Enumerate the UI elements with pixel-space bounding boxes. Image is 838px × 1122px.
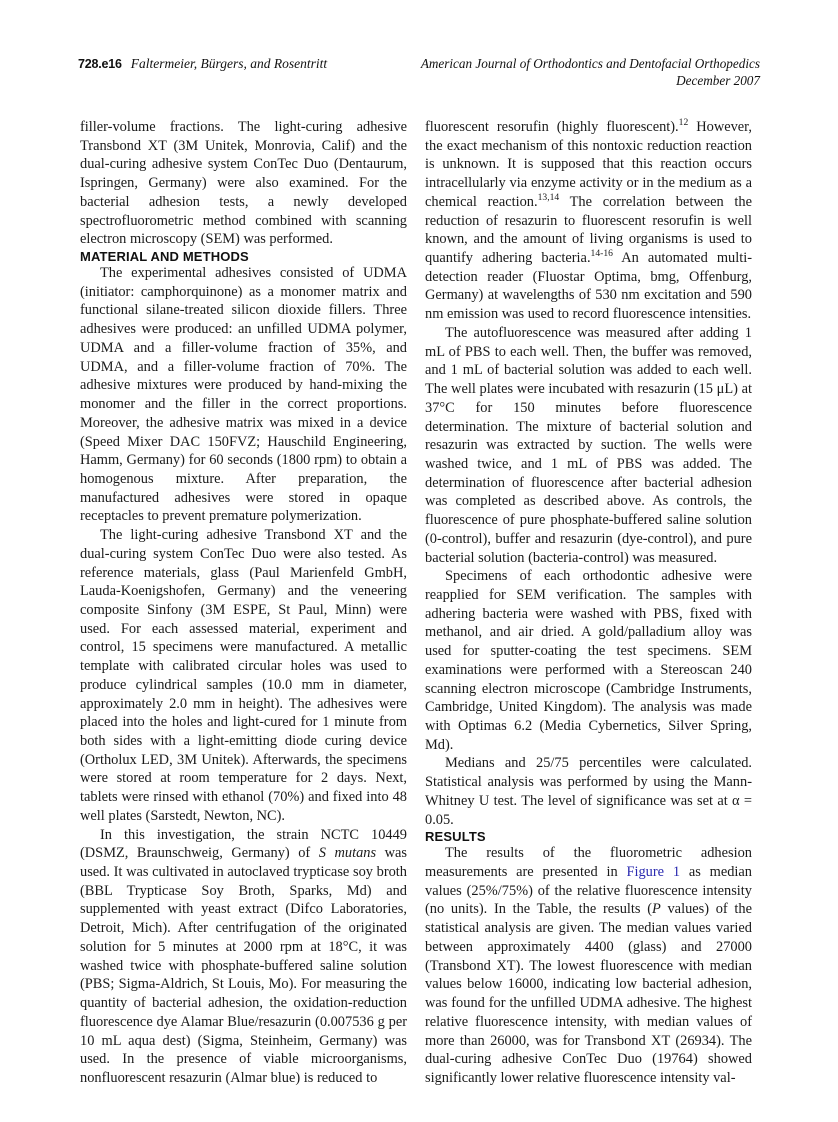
paragraph-sem-verification: Specimens of each orthodontic adhesive were reapplied for SEM verification. The samples with adhering bacteria were washed with PBS, fixed with methanol, and air dried. A gold/palladium alloy was used for sputter-coating the test specimens. SEM examinations were performed with a Stereoscan 240 scanning electron microscope (Cambridge Instruments, Cambridge, United Kingdom). The analysis was made with Optimas 6.2 (Media Cybernetics, Silver Spring, Md). (425, 568, 752, 753)
results-text-3: values) of the statistical analysis are given. The median values varied between approximately 4400 (glass) and 27000 (Transbond XT). The lowest fluorescence with median values below 16000, indicating low bacterial adhesion, was found for the unfilled UDMA adhesive. The highest relative fluorescence intensity, with median values of more than 26000, was for Transbond XT (26934). The dual-curing adhesive ConTec Duo (19764) showed significantly lower relative fluorescence intensity val- (425, 901, 752, 1086)
running-head-right (421, 55, 760, 89)
paragraph-adhesives-preparation: The experimental adhesives consisted of UDMA (initiator: camphorquinone) as a monomer matrix and functional silane-treated silicon dioxide fillers. Three adhesives were produced: an unfilled UDMA polymer, UDMA and a filler-volume fraction of 35%, and UDMA, and a filler-volume fraction of 70%. The adhesive mixtures were produced by hand-mixing the monomer and the filler in the correct proportions. Moreover, the adhesive matrix was mixed in a device (Speed Mixer DAC 150FVZ; Hauschild Engineering, Hamm, Germany) for 60 seconds (1800 rpm) to obtain a homogenous mixture. After preparation, the manufactured adhesives were stored in opaque receptacles to prevent premature polymerization. (80, 265, 407, 525)
bacterial-strain-part2: was used. It was cultivated in autoclaved trypticase soy broth (BBL Trypticase Soy Broth, Sparks, Md) and supplemented with yeast extract (Difco Laboratories, Detroit, Mich). After centrifugation of the originated solution for 5 minutes at 2000 rpm at 18°C, it was washed twice with phosphate-buffered saline solution (PBS; Sigma-Aldrich, St Louis, Mo). For measuring the quantity of bacterial adhesion, the oxidation-reduction fluorescence dye Alamar Blue/resazurin (0.007536 g per 10 mL aqua dest) (Sigma, Steinheim, Germany) was used. In the presence of viable microorganisms, nonfluorescent resazurin (Almar blue) is reduced to (80, 845, 407, 1086)
paragraph-intro-continuation: filler-volume fractions. The light-curing adhesive Transbond XT (3M Unitek, Monrovia, Calif) and the dual-curing adhesive system ConTec Duo (Dentaurum, Ispringen, Germany) were also examined. For the bacterial adhesion tests, a newly developed spectrofluorometric method combined with scanning electron microscopy (SEM) was performed. (80, 119, 407, 248)
paragraph-bacterial-strain (80, 826, 407, 1088)
column-left (80, 118, 407, 1086)
resazurin-text-1: fluorescent resorufin (highly fluorescent). (425, 119, 679, 135)
paragraph-statistics: Medians and 25/75 percentiles were calculated. Statistical analysis was performed by using the Mann-Whitney U test. The level of significance was set at α = 0.05. (425, 755, 752, 828)
column-right (425, 117, 752, 1086)
paragraph-autofluorescence-protocol: The autofluorescence was measured after adding 1 mL of PBS to each well. Then, the buffer was removed, and 1 mL of bacterial solution was added to each well. The well plates were incubated with resazurin (15 μL) at 37°C for 150 minutes before fluorescence determination. The mixture of bacterial solution and resazurin was extracted by suction. The wells were washed twice, and 1 mL of PBS was added. The determination of fluorescence after bacterial adhesion was completed as described above. As controls, the fluorescence of pure phosphate-buffered saline solution (0-control), buffer and resazurin (dye-control), and pure bacterial solution (bacteria-control) was measured. (425, 324, 752, 566)
bacterial-strain-part1: In this investigation, the strain NCTC 10449 (DSMZ, Braunschweig, Germany) of (80, 826, 407, 862)
heading-material-and-methods: MATERIAL AND METHODS (80, 249, 249, 265)
results-text-2: as median values (25%/75%) of the relative fluorescence intensity (no units). In the Table, the results ( (425, 864, 752, 918)
paragraph-results-first (425, 844, 752, 1087)
citation-ref-13-14[interactable]: 13,14 (537, 192, 560, 204)
issue-date: December 2007 (676, 73, 760, 88)
paragraph-resazurin-mechanism (425, 118, 752, 324)
resazurin-text-3: The correlation between the reduction of resazurin to fluorescent resorufin is well known, and the amount of living organisms is used to quantify adhering bacteria. (425, 193, 752, 267)
running-head-authors: Faltermeier, Bürgers, and Rosentritt (130, 56, 328, 71)
running-head-left (78, 55, 327, 73)
citation-ref-14-16[interactable]: 14-16 (590, 248, 613, 260)
figure-1-link[interactable]: Figure 1 (626, 864, 681, 881)
resazurin-text-4: An automated multi-detection reader (Fluostar Optima, bmg, Offenburg, Germany) at wavelengths of 530 nm excitation and 590 nm emission was used to record fluorescence intensities. (425, 250, 752, 323)
paragraph-specimen-fabrication: The light-curing adhesive Transbond XT and the dual-curing system ConTec Duo were also tested. As reference materials, glass (Paul Marienfeld GmbH, Lauda-Koenigshofen, Germany) and the veneering composite Sinfony (3M ESPE, St Paul, Minn) were used. For each assessed material, experiment and control, 15 specimens were manufactured. A metallic template with calibrated circular holes was used to produce cylindrical samples (10.0 mm in diameter, approximately 2.0 mm in height). The adhesives were placed into the holes and light-cured for 1 minute from both sides with a light-emitting diode curing device (Ortholux LED, 3M Unitek). Afterwards, the specimens were stored at room temperature for 2 days. Next, tablets were rinsed with ethanol (70%) and fixed into 48 well plates (Sarstedt, Newton, NC). (80, 527, 407, 824)
p-value-symbol: P (652, 901, 661, 918)
body-columns (80, 117, 760, 1086)
species-name-s-mutans: S mutans (318, 845, 377, 862)
journal-title: American Journal of Orthodontics and Dentofacial Orthopedics (420, 56, 760, 71)
citation-ref-12[interactable]: 12 (678, 117, 689, 129)
running-head (78, 55, 760, 99)
resazurin-text-2: However, the exact mechanism of this nontoxic reduction reaction is unknown. It is supposed that this reaction occurs intracellularly via enzyme activity or in the medium as a chemical reaction. (425, 119, 752, 210)
page-folio: 728.e16 (78, 57, 122, 71)
heading-results: RESULTS (425, 829, 486, 845)
results-text-1: The results of the fluorometric adhesion measurements are presented in (425, 845, 752, 881)
